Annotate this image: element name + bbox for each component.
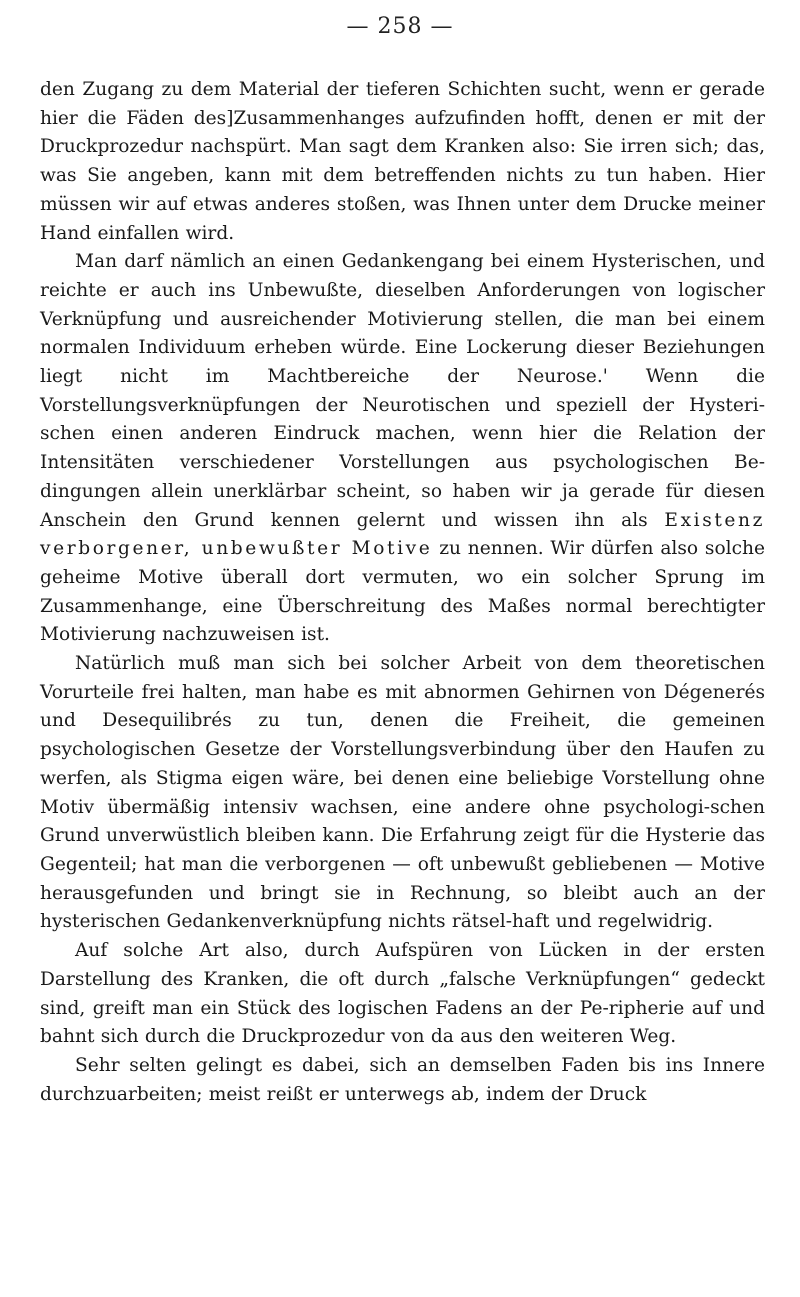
paragraph-text: den Zugang zu dem Material der tieferen Schichten sucht, wenn er gerade hier die Fäden des]Zusammenhanges aufzufinden hofft, denen er mit der Druckprozedur nachspürt. Man sagt dem Kranken also: Sie irren sich; das, was Sie angeben, kann mit dem betreffenden nichts zu tun haben. Hier müssen wir auf etwas anderes stoßen, was Ihnen unter dem Drucke meiner Hand einfallen wird. xyxy=(40,79,765,244)
paragraph-3 xyxy=(40,650,765,937)
paragraph-4 xyxy=(40,937,765,1052)
page-number: — 258 — xyxy=(346,14,454,39)
body-text xyxy=(40,76,765,1109)
paragraph-text: Sehr selten gelingt es dabei, sich an demselben Faden bis ins Innere durchzuarbeiten; meist reißt er unterwegs ab, indem der Druck xyxy=(40,1054,765,1105)
paragraph-1 xyxy=(40,76,765,248)
paragraph-2 xyxy=(40,248,765,650)
paragraph-5 xyxy=(40,1052,765,1109)
emphasized-text: Existenz verborgener, unbewußter Motive xyxy=(40,509,765,560)
paragraph-text: Natürlich muß man sich bei solcher Arbeit von dem theoretischen Vorurteile frei halten, man habe es mit abnormen Gehirnen von Dégenerés und Desequilibrés zu tun, denen die Freiheit, die gemeinen psychologischen Gesetze der Vorstellungsverbindung über den Haufen zu werfen, als Stigma eigen wäre, bei denen eine beliebige Vorstellung ohne Motiv übermäßig intensiv wachsen, eine andere ohne psychologi-schen Grund unverwüstlich bleiben kann. Die Erfahrung zeigt für die Hysterie das Gegenteil; hat man die verborgenen — oft unbewußt gebliebenen — Motive herausgefunden und bringt sie in Rechnung, so bleibt auch an der hysterischen Gedankenverknüpfung nichts rätsel-haft und regelwidrig. xyxy=(40,653,765,933)
paragraph-text: zu nennen. Wir dürfen also solche geheime Motive überall dort vermuten, wo ein solcher Sprung im Zusammenhange, eine Überschreitung des Maßes normal berechtigter Motivierung nachzuweisen ist. xyxy=(40,538,765,646)
paragraph-text: Auf solche Art also, durch Aufspüren von Lücken in der ersten Darstellung des Kranken, die oft durch „falsche Verknüpfungen“ gedeckt sind, greift man ein Stück des logischen Fadens an der Pe-ripherie auf und bahnt sich durch die Druckprozedur von da aus den weiteren Weg. xyxy=(40,940,765,1048)
paragraph-text: Man darf nämlich an einen Gedankengang bei einem Hysterischen, und reichte er auch ins Unbewußte, dieselben Anforderungen von logischer Verknüpfung und ausreichender Motivierung stellen, die man bei einem normalen Individuum erheben würde. Eine Lockerung dieser Beziehungen liegt nicht im Machtbereiche der Neurose.' Wenn die Vorstellungsverknüpfungen der Neurotischen und speziell der Hysteri-schen einen anderen Eindruck machen, wenn hier die Relation der Intensitäten verschiedener Vorstellungen aus psychologischen Be-dingungen allein unerklärbar scheint, so haben wir ja gerade für diesen Anschein den Grund kennen gelernt und wissen ihn als xyxy=(40,251,765,531)
